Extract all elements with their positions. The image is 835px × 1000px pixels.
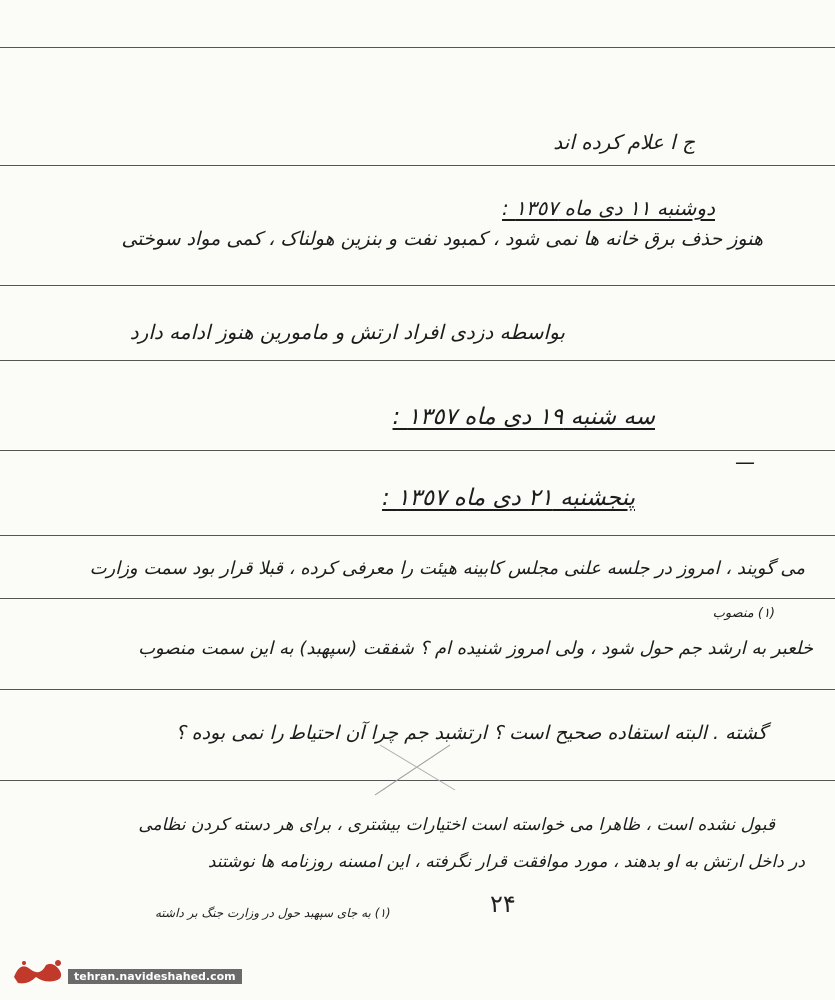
- top-note: ﺝ ﺍ ﻋﻼﻡ ﮐﺮﺩﻩ ﺍﻧﺪ: [553, 130, 695, 154]
- footnote: (١) ﺑﻪ ﺟﺎﯼ ﺳﭙﻬﺒﺪ ﺣﻮﻝ ﺩﺭ ﻭﺯﺍﺭﺕ ﺟﻨﮓ ﺑﺮ ﺩﺍﺷﺘﻪ: [155, 906, 391, 920]
- entry-line: ﻣﯽ ﮔﻮﯾﻨﺪ ، ﺍﻣﺮﻭﺯ ﺩﺭ ﺟﻠﺴﻪ ﻋﻠﻨﯽ ﻣﺠﻠﺲ ﮐﺎﺑﯿﻨﻪ ﻫﯿﺌﺖ ﺭﺍ ﻣﻌﺮﻓﯽ ﮐﺮﺩﻩ ، ﻗﺒﻼ ﻗﺮﺍﺭ ﺑﻮﺩ ﺳﻤﺖ ﻭﺯﺍﺭﺕ: [89, 558, 805, 579]
- entry-line: ﻫﻨﻮﺯ ﺣﺬﻑ ﺑﺮﻕ ﺧﺎﻧﻪ ﻫﺎ ﻧﻤﯽ ﺷﻮﺩ ، ﮐﻤﺒﻮﺩ ﻧﻔﺖ ﻭ ﺑﻨﺰﯾﻦ ﻫﻮﻟﻨﺎﮎ ، ﮐﻤﯽ ﻣﻮﺍﺩ ﺳﻮﺧﺘﯽ: [121, 228, 763, 250]
- entry-line: ﺑﻮﺍﺳﻄﻪ ﺩﺯﺩﯼ ﺍﻓﺮﺍﺩ ﺍﺭﺗﺶ ﻭ ﻣﺎﻣﻮﺭﯾﻦ ﻫﻨﻮﺯ ﺍﺩﺍﻣﻪ ﺩﺍﺭﺩ: [129, 320, 565, 344]
- page-number: ٢۴: [490, 890, 516, 918]
- date-heading-thursday: ﭘﻨﺠﺸﻨﺒﻪ ٢١ ﺩﯼ ﻣﺎﻩ ١٣٥٧ :: [382, 485, 635, 511]
- separator-dash: —: [735, 450, 756, 474]
- ruled-line: [0, 535, 835, 536]
- ruled-line: [0, 360, 835, 361]
- entry-line: ﺩﺭ ﺩﺍﺧﻞ ﺍﺭﺗﺶ ﺑﻪ ﺍﻭ ﺑﺪﻫﻨﺪ ، ﻣﻮﺭﺩ ﻣﻮﺍﻓﻘﺖ ﻗﺮﺍﺭ ﻧﮕﺮﻓﺘﻪ ، ﺍﯾﻦ ﺍﻣﺴﻨﻪ ﺭﻭﺯﻧﺎﻣﻪ ﻫﺎ ﻧﻮﺷﺘﻨﺪ: [207, 852, 805, 872]
- site-watermark: [0, 955, 250, 990]
- paper-fold-mark: [370, 740, 460, 800]
- ruled-line: [0, 450, 835, 451]
- date-heading-tuesday: ﺳﻪ ﺷﻨﺒﻪ ١٩ ﺩﯼ ﻣﺎﻩ ١٣٥٧ :: [392, 404, 655, 430]
- navideshahed-logo-icon: [10, 955, 70, 987]
- entry-line: ﺧﻠﻌﺒﺮ ﺑﻪ ﺍﺭﺷﺪ ﺟﻢ ﺣﻮﻝ ﺷﻮﺩ ، ﻭﻟﯽ ﺍﻣﺮﻭﺯ ﺷﻨﯿﺪﻩ ﺍﻡ ؟ ﺷﻔﻘﺖ (ﺳﭙﻬﺒﺪ) ﺑﻪ ﺍﯾﻦ ﺳﻤﺖ ﻣﻨﺼﻮﺏ: [138, 638, 813, 659]
- date-heading-monday: ﺩﻭﺷﻨﺒﻪ ١١ ﺩﯼ ﻣﺎﻩ ١٣٥٧ :: [502, 196, 715, 220]
- margin-note: (١) ﻣﻨﺼﻮﺏ: [712, 606, 775, 621]
- ruled-line: [0, 598, 835, 599]
- ruled-line: [0, 689, 835, 690]
- ruled-line: [0, 47, 835, 48]
- entry-line: ﻗﺒﻮﻝ ﻧﺸﺪﻩ ﺍﺳﺖ ، ﻇﺎﻫﺮﺍ ﻣﯽ ﺧﻮﺍﺳﺘﻪ ﺍﺳﺖ ﺍﺧﺘﯿﺎﺭﺍﺕ ﺑﯿﺸﺘﺮﯼ ، ﺑﺮﺍﯼ ﻫﺮ ﺩﺳﺘﻪ ﮐﺮﺩﻥ ﻧﻈﺎﻣﯽ: [138, 815, 775, 835]
- ruled-line: [0, 165, 835, 166]
- ruled-line: [0, 285, 835, 286]
- entry-line: ﮔﺸﺘﻪ . ﺍﻟﺒﺘﻪ ﺍﺳﺘﻔﺎﺩﻩ ﺻﺤﯿﺢ ﺍﺳﺖ ؟ ﺍﺭﺗﺸﺒﺪ ﺟﻢ ﭼﺮﺍ ﺁﻥ ﺍﺣﺘﯿﺎﻃ ﺭﺍ ﻧﻤﯽ ﺑﻮﺩﻩ ؟: [175, 722, 767, 744]
- watermark-url: tehran.navideshahed.com: [68, 969, 242, 984]
